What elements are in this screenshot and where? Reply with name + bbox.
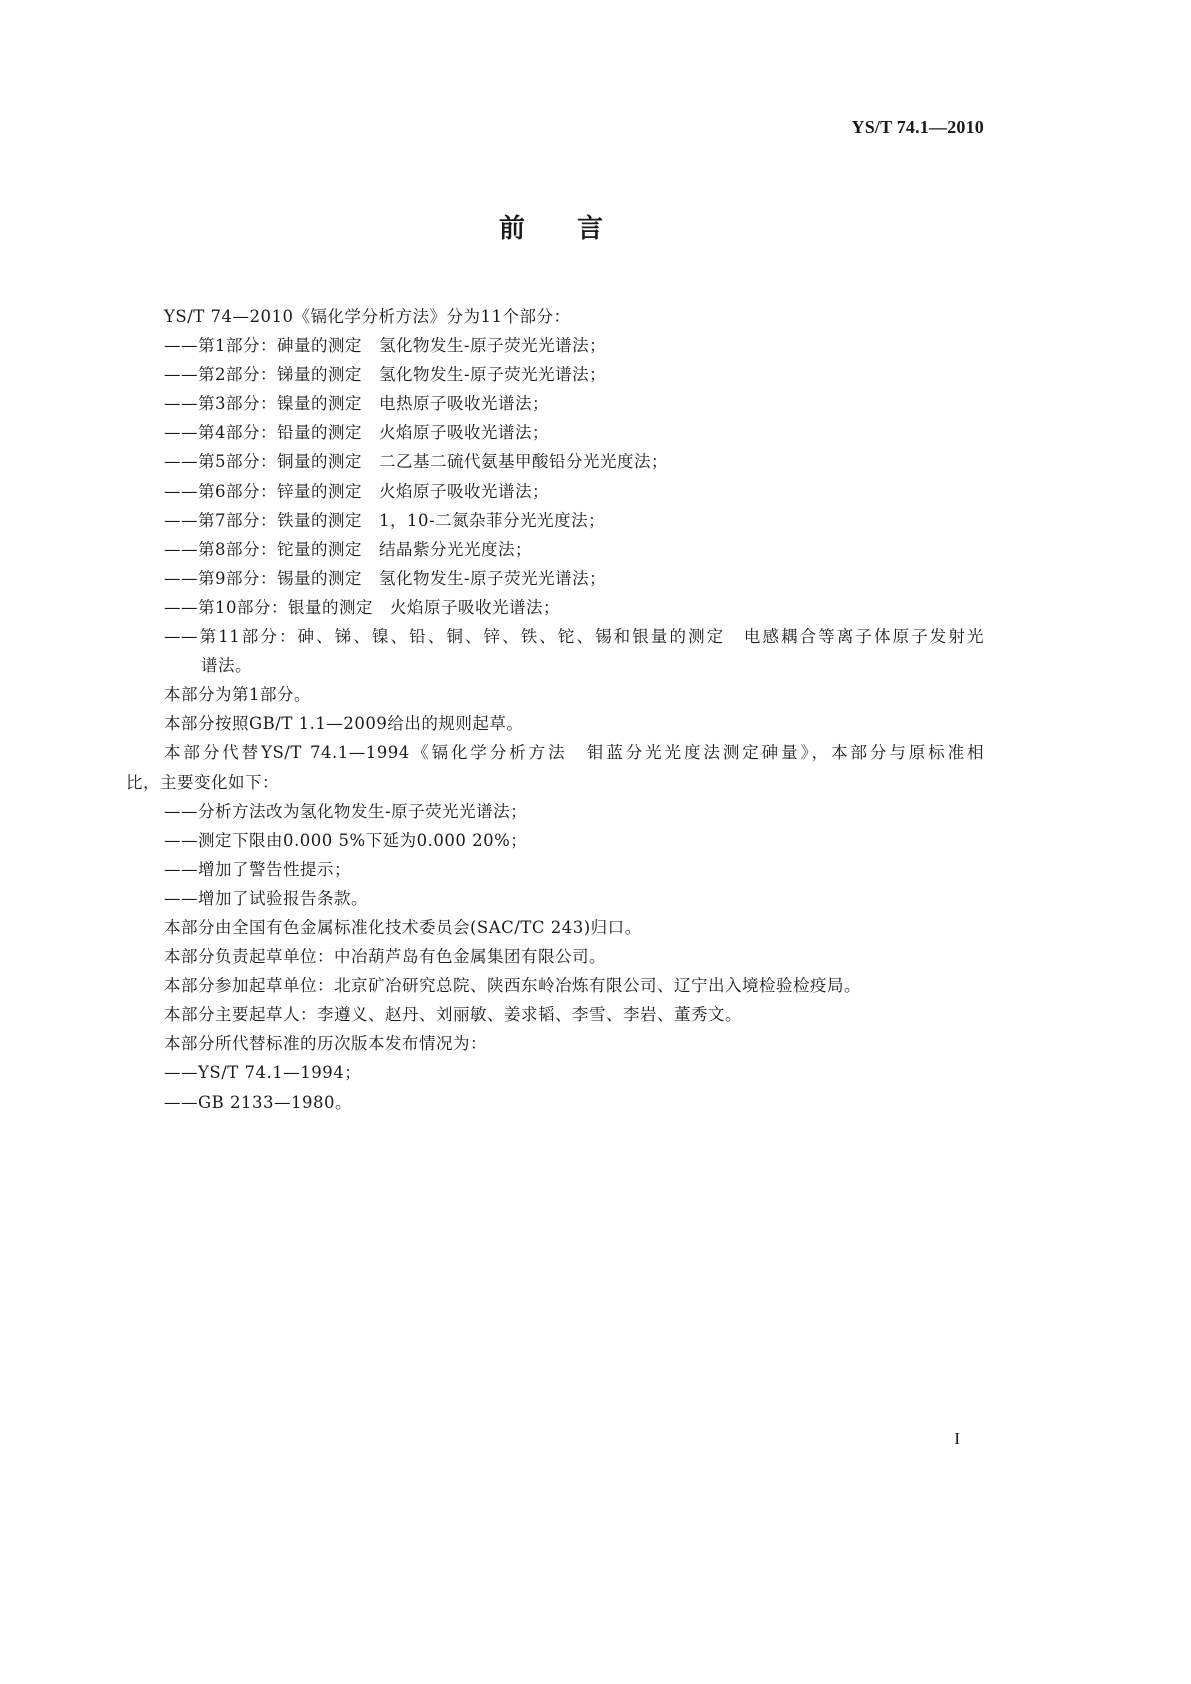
part-list-item: ——第11部分：砷、锑、镍、铅、铜、锌、铁、铊、锡和银量的测定 电感耦合等离子体原子发射光 [164, 627, 984, 647]
history-list-item: ——GB 2133—1980。 [164, 1092, 353, 1112]
part-list-item: ——第9部分：锡量的测定 氢化物发生-原子荧光光谱法； [164, 568, 607, 588]
part-list-item: ——第2部分：锑量的测定 氢化物发生-原子荧光光谱法； [164, 365, 607, 385]
change-list-item: ——测定下限由0.000 5%下延为0.000 20%； [164, 830, 528, 850]
standard-code: YS/T 74.1—2010 [851, 117, 984, 137]
drafting-rules-paragraph: 本部分按照GB/T 1.1—2009给出的规则起草。 [164, 714, 524, 734]
part-list-item: ——第4部分：铅量的测定 火焰原子吸收光谱法； [164, 423, 549, 443]
change-list-item: ——增加了试验报告条款。 [164, 888, 368, 908]
lead-drafter-paragraph: 本部分负责起草单位：中冶葫芦岛有色金属集团有限公司。 [164, 947, 606, 967]
change-list-item: ——分析方法改为氢化物发生-原子荧光光谱法； [164, 801, 528, 821]
committee-paragraph: 本部分由全国有色金属标准化技术委员会(SAC/TC 243)归口。 [164, 917, 642, 937]
part-list-item: ——第3部分：镍量的测定 电热原子吸收光谱法； [164, 394, 549, 414]
change-list-item: ——增加了警告性提示； [164, 859, 351, 879]
part-list-item: ——第7部分：铁量的测定 1，10-二氮杂菲分光光度法； [164, 510, 606, 530]
replaces-paragraph-continuation: 比，主要变化如下： [126, 772, 279, 792]
foreword-body [126, 302, 984, 1117]
this-part-paragraph: 本部分为第1部分。 [164, 685, 311, 705]
page-title: 前言 [498, 214, 655, 244]
part-list-item: ——第6部分：锌量的测定 火焰原子吸收光谱法； [164, 481, 549, 501]
intro-paragraph: YS/T 74—2010《镉化学分析方法》分为11个部分： [164, 307, 571, 326]
part-list-item-continuation: 谱法。 [201, 656, 252, 676]
replaces-paragraph: 本部分代替YS/T 74.1—1994《镉化学分析方法 钼蓝分光光度法测定砷量》，本部分与原标准相 [164, 743, 984, 763]
main-drafters-paragraph: 本部分主要起草人：李遵义、赵丹、刘丽敏、姜求韬、李雪、李岩、董秀文。 [164, 1005, 742, 1025]
participants-paragraph: 本部分参加起草单位：北京矿冶研究总院、陕西东岭冶炼有限公司、辽宁出入境检验检疫局。 [164, 976, 861, 996]
history-list-item: ——YS/T 74.1—1994； [164, 1063, 362, 1083]
page-number: I [954, 1429, 960, 1448]
part-list-item: ——第5部分：铜量的测定 二乙基二硫代氨基甲酸铅分光光度法； [164, 452, 668, 472]
part-list-item: ——第10部分：银量的测定 火焰原子吸收光谱法； [164, 597, 560, 617]
part-list-item: ——第1部分：砷量的测定 氢化物发生-原子荧光光谱法； [164, 336, 607, 356]
part-list-item: ——第8部分：铊量的测定 结晶紫分光光度法； [164, 539, 532, 559]
history-intro-paragraph: 本部分所代替标准的历次版本发布情况为： [164, 1034, 487, 1054]
